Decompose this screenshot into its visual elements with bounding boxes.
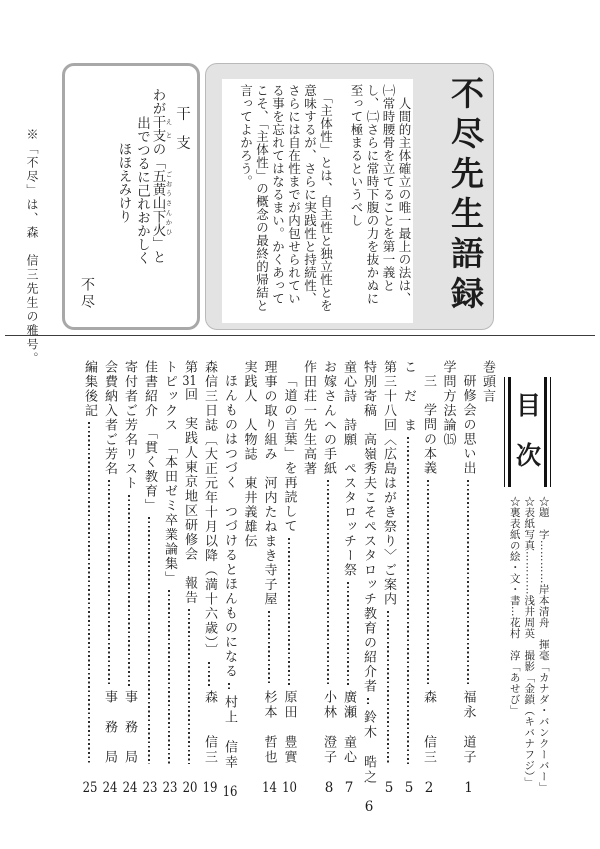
- dotted-leader: [88, 422, 90, 764]
- toc-entry: [342, 360, 356, 794]
- quote-column: ㈠常時腰骨を立てることを第一義と: [381, 84, 396, 292]
- quote-column: 至って極まるというべし: [349, 84, 364, 227]
- dotted-leader: [387, 611, 389, 765]
- toc-entry: [402, 360, 416, 794]
- toc-entry: [163, 360, 177, 794]
- toc-heading: 目 次: [512, 392, 542, 467]
- dotted-leader: [347, 582, 349, 687]
- toc-entry: [461, 360, 475, 794]
- toc-entry-title: 実践人 人物誌 東井義雄伝: [241, 360, 257, 549]
- toc-entry-author: 事 務 局: [122, 690, 137, 765]
- toc-entry: [183, 360, 197, 794]
- toc-entry-title: 編集後記: [82, 360, 97, 418]
- toc-entry-page-number: 16: [222, 785, 238, 799]
- dotted-leader: [188, 609, 190, 764]
- dotted-leader: [467, 480, 469, 687]
- toc-entry: [103, 360, 117, 794]
- credit-line: ☆表紙写真…………浅井周英 撮影「金鎖（キバナフジ）」: [523, 496, 536, 788]
- toc-entry-page-number: 24: [102, 780, 118, 794]
- dotted-leader: [148, 517, 150, 764]
- credit-line: ☆裏表紙の絵・文・書…花村 淳「あせび」: [508, 496, 521, 716]
- toc-entry-title: 佳書紹介 「貫く教育」: [142, 360, 157, 513]
- toc-entry: [222, 360, 238, 799]
- toc-entry-page-number: 1: [464, 780, 473, 794]
- dotted-leader: [108, 480, 110, 686]
- quote-column: る事を忘れてはなるまい。かくあって: [270, 84, 286, 305]
- toc-section-header: [442, 360, 455, 794]
- toc-entry-page-number: 5: [384, 780, 394, 794]
- toc-entry-author: 事 務 局: [102, 690, 117, 765]
- toc-entry-title: 三 学問の本義: [421, 374, 436, 476]
- title-quote-panel: [205, 63, 494, 330]
- toc-entry-title: 研修会の思い出: [460, 374, 476, 476]
- toc-entry-author: 村上 信幸: [222, 694, 237, 770]
- toc-section-header: [243, 360, 256, 794]
- toc-entry-title: 第三十八回〈広島はがき祭り〉ご案内: [381, 360, 396, 607]
- section-divider: [5, 335, 595, 336]
- toc-entry-title: 「道の言葉」を再読して: [281, 374, 297, 534]
- poem-signature: 不尽: [79, 277, 95, 311]
- dotted-leader: [327, 480, 329, 686]
- zodiac-poem-text: [111, 66, 189, 327]
- dotted-leader: [228, 683, 230, 691]
- toc-entry-title: こ だ ま: [401, 360, 416, 433]
- toc-entry: [143, 360, 157, 794]
- poem-line-2: 出でつるに己れおかしく: [134, 116, 150, 265]
- toc-entry-page-number: 14: [262, 780, 277, 794]
- quote-column: 意味するが、さらに実践性と持続性、: [302, 84, 318, 305]
- toc-entry-page-number: 24: [122, 780, 138, 794]
- margin-note: ※「不尽」は、森 信三先生の雅号。: [25, 128, 39, 366]
- toc-entry-title: 理事の取り組み 河内たねまき寺子屋: [261, 360, 277, 607]
- toc-entry-page-number: 23: [162, 780, 178, 794]
- toc-entry: [83, 360, 97, 794]
- cover-credits: [505, 496, 549, 816]
- toc-entry-title: お嫁さんへの手紙: [321, 360, 336, 476]
- toc-heading-box: [504, 377, 551, 487]
- toc-entry-page-number: 6: [364, 800, 374, 814]
- toc-entry-title: 第31回 実践人東京地区研修会 報告: [182, 360, 197, 605]
- toc-entry: [422, 360, 436, 794]
- toc-entry-title: 会費納入者ご芳名: [102, 360, 117, 476]
- toc-entry-author: 鈴木 晧之: [361, 709, 376, 785]
- toc-entry: [282, 360, 296, 794]
- quote-column: し、㈡さらに常時下腹の力を抜かぬに: [365, 84, 380, 305]
- quote-column: 「主体性」とは、自主性と独立性とを: [318, 84, 334, 312]
- toc-entry-title: 学問方法論⒂: [440, 360, 456, 447]
- zodiac-poem-box: [62, 63, 200, 330]
- dotted-leader: [288, 538, 290, 687]
- quote-column: 人間的主体確立の唯一最上の法は、: [397, 84, 412, 305]
- toc-entry: [322, 360, 336, 794]
- dotted-leader: [407, 437, 409, 765]
- toc-entry-author: 原田 豊實: [281, 690, 297, 765]
- toc-entry-page-number: 20: [182, 780, 198, 794]
- toc-entry-title: ほんものはつづく つづけるとほんものになる: [222, 374, 237, 679]
- toc-entry: [262, 360, 276, 794]
- toc-section-header: [481, 360, 494, 794]
- toc-entry-title: 童心詩 詩願 ペスタロッチー祭: [341, 360, 356, 578]
- toc-entry: [203, 360, 217, 794]
- toc-entry-author: 森 信三: [202, 690, 217, 765]
- toc-section-header: [302, 360, 315, 794]
- toc-heading-area: [501, 377, 553, 816]
- toc-entry-page-number: 10: [282, 780, 297, 794]
- dotted-leader: [208, 662, 210, 686]
- toc-entry-title: 特別寄稿 高嶺秀夫こそペスタロッチ教育の紹介者: [361, 360, 376, 694]
- poem-line-1: わが干支 えとの「五黄山下火 ごおうさんかひ」と: [149, 88, 173, 264]
- page-title: 不尽先生語録: [446, 76, 485, 316]
- toc-entry-title: 寄付者ご芳名リスト: [122, 360, 137, 491]
- toc-entry-page-number: 19: [202, 780, 218, 794]
- toc-entry-author: 廣瀬 童心: [341, 690, 356, 765]
- dotted-leader: [128, 495, 130, 687]
- toc-entry: [123, 360, 137, 794]
- toc-entry-page-number: 25: [82, 780, 98, 794]
- toc-entry-author: 小林 澄子: [321, 690, 336, 765]
- quote-column: [335, 84, 346, 318]
- toc-entry-page-number: 23: [142, 780, 158, 794]
- toc-entry-page-number: 2: [424, 780, 434, 794]
- toc-entry-author: 杉本 哲也: [261, 690, 277, 765]
- dotted-leader: [168, 590, 170, 765]
- toc-entry-page-number: 8: [324, 780, 334, 794]
- dotted-leader: [427, 480, 429, 687]
- quotation-text: [222, 79, 413, 323]
- toc-entry: [361, 360, 376, 814]
- dotted-leader: [268, 611, 270, 687]
- toc-entries: [60, 360, 495, 814]
- toc-entry-title: トピックス 「本田ゼミ卒業論集」: [162, 360, 177, 586]
- toc-entry-author: 福永 道子: [460, 690, 476, 765]
- toc-entry-title: 巻頭言: [480, 360, 495, 404]
- toc-entry-title: 作田荘一先生高著: [301, 360, 316, 476]
- toc-entry-title: 森信三日誌〔大正元年十月以降（満十六歳）〕: [202, 360, 217, 658]
- dotted-leader: [367, 698, 369, 706]
- poem-line-3: ほほえみけり: [115, 142, 132, 223]
- poem-title: 干 支: [174, 106, 190, 150]
- toc-entry-author: 森 信三: [421, 690, 436, 765]
- toc-entry: [382, 360, 396, 794]
- toc-entry-page-number: 7: [344, 780, 354, 794]
- credit-line: ☆題 字…………岸本清舟 揮毫「カナダ・バンクーバー」: [537, 496, 550, 793]
- quote-column: こそ、「主体性」の概念の最終的帰結と: [254, 84, 270, 312]
- toc-entry-page-number: 5: [404, 780, 414, 794]
- quote-column: さらには自在性までが内包せられてい: [286, 84, 302, 305]
- quote-column: 言ってよかろう。: [238, 84, 254, 188]
